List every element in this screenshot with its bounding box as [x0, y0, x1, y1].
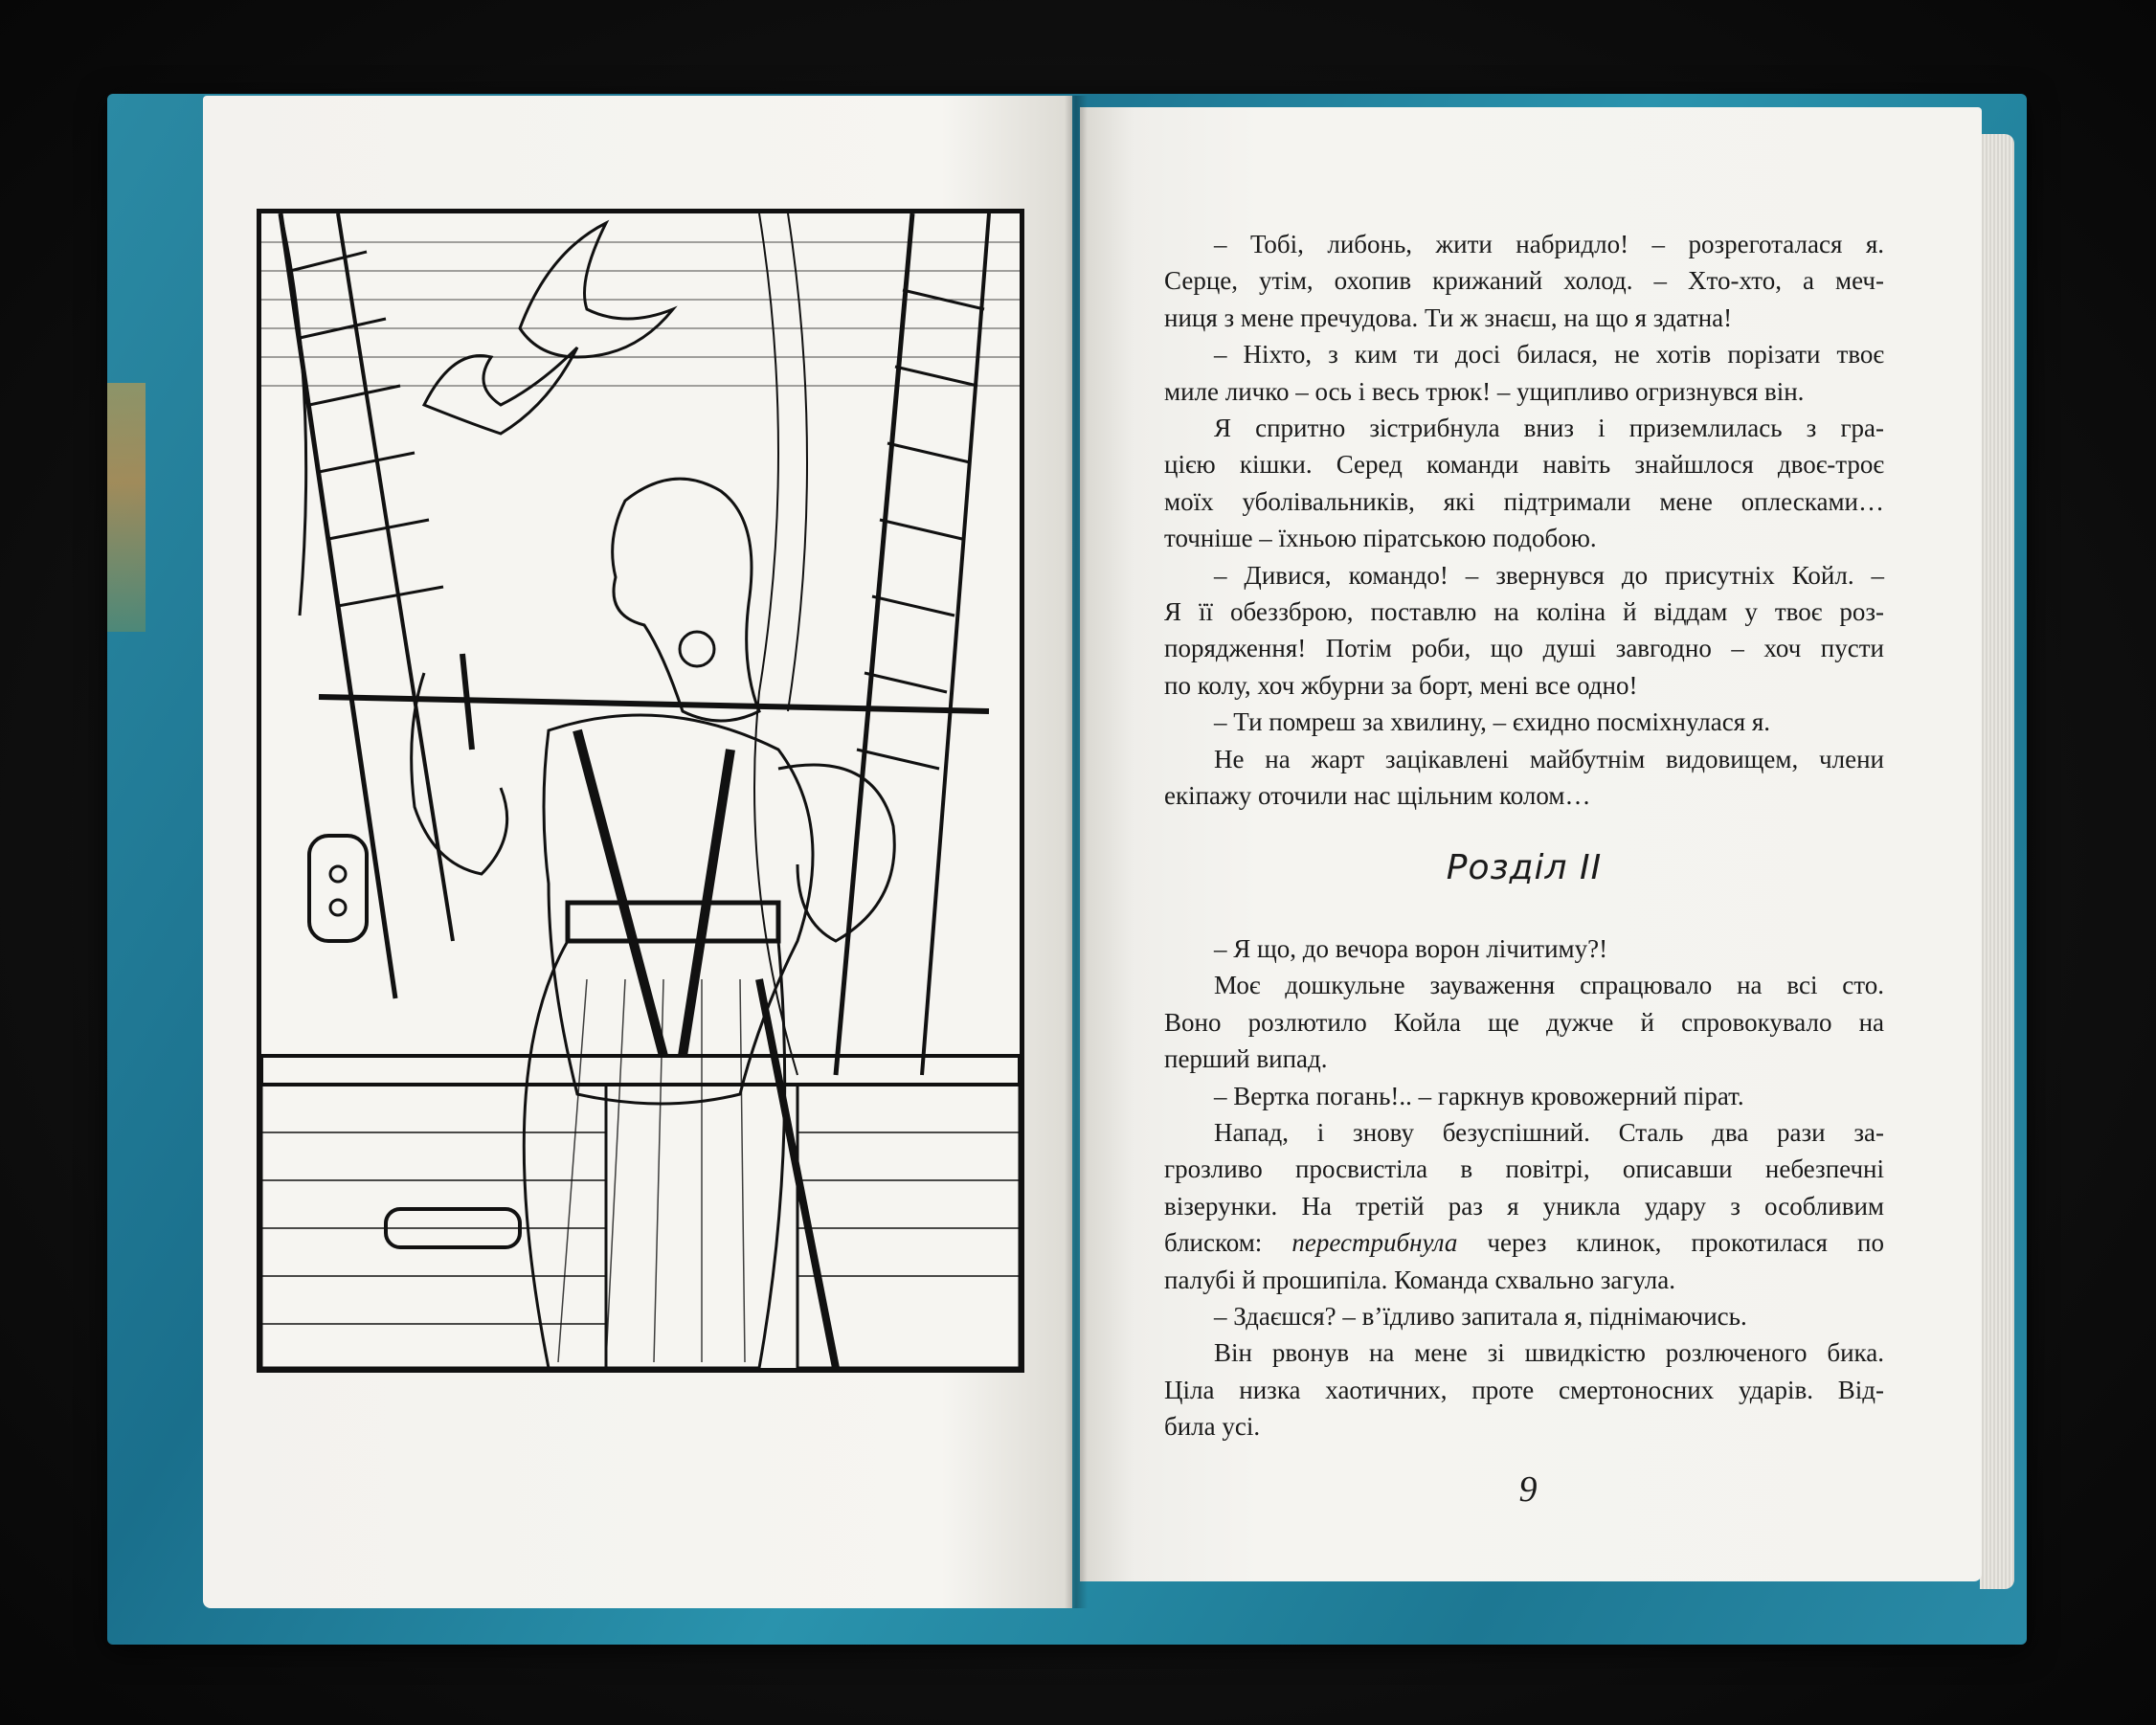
text-line: порядження! Потім роби, що душі завгодно – хоч пусти [1164, 634, 1884, 663]
text-line: по колу, хоч жбурни за борт, мені все одно! [1164, 670, 1638, 700]
chapter-title: Розділ ІІ [1446, 848, 1603, 887]
text-line: ниця з мене пречудова. Ти ж знаєш, на що я здатна! [1164, 302, 1733, 332]
text-line: Воно розлютило Койла ще дужче й спровокувало на [1164, 1007, 1884, 1037]
text-section-1 [1164, 226, 1884, 815]
text-line: била усі. [1164, 1412, 1261, 1442]
text-line: – Ніхто, з ким ти досі билася, не хотів порізати твоє [1214, 340, 1884, 370]
text-line: моїх уболівальників, які підтримали мене оплесками… [1164, 486, 1884, 516]
text-line: Ціла низка хаотичних, проте смертоносних ударів. Від- [1164, 1375, 1884, 1404]
text-line: перший випад. [1164, 1044, 1328, 1074]
text-line: Напад, і знову безуспішний. Сталь два рази за- [1214, 1118, 1884, 1148]
pirate-illustration [257, 209, 1024, 1373]
page-edges [1980, 134, 2014, 1589]
text-line: Я спритно зістрибнула вниз і приземлилась з гра- [1214, 414, 1884, 443]
text-line: – Я що, до вечора ворон лічитиму?! [1214, 934, 1608, 963]
text-line: Я її обеззброю, поставлю на коліна й віддам у твоє роз- [1164, 597, 1884, 627]
text-line: Серце, утім, охопив крижаний холод. – Хто-хто, а меч- [1164, 266, 1884, 296]
text-line: – Тобі, либонь, жити набридло! – розреготалася я. [1214, 230, 1884, 258]
text-line: Моє дошкульне зауваження спрацювало на всі сто. [1214, 971, 1884, 1000]
text-line: візерунки. На третій раз я уникла удару з особливим [1164, 1191, 1884, 1221]
text-line: екіпажу оточили нас щільним колом… [1164, 781, 1591, 811]
text-line: цією кішки. Серед команди навіть знайшлося двоє-троє [1164, 450, 1884, 480]
text-section-2 [1164, 930, 1884, 1445]
text-line: Він рвонув на мене зі швидкістю розлюченого бика. [1214, 1338, 1884, 1368]
text-line: Не на жарт зацікавлені майбутнім видовищем, члени [1214, 744, 1884, 773]
illustration-drawing [261, 213, 1020, 1368]
text-line: – Дивися, командо! – звернувся до присутніх Койл. – [1214, 560, 1884, 590]
cover-art-accent [107, 383, 146, 632]
text-line: – Ти помреш за хвилину, – єхидно посміхнулася я. [1214, 707, 1771, 737]
text-line: грозливо просвистіла в повітрі, описавши небезпечні [1164, 1154, 1884, 1184]
text-line: – Здаєшся? – в’їдливо запитала я, піднімаючись. [1214, 1302, 1747, 1332]
book-gutter [1065, 96, 1088, 1608]
text-line: – Вертка погань!.. – гаркнув кровожерний пірат. [1214, 1081, 1744, 1110]
text-line: блиском: перестрибнула через клинок, прокотилася по [1164, 1228, 1884, 1258]
text-line: точніше – їхньою піратською подобою. [1164, 524, 1597, 553]
text-line: палубі й прошипіла. Команда схвально загула. [1164, 1265, 1676, 1294]
page-number: 9 [1518, 1469, 1538, 1510]
text-line: миле личко – ось і весь трюк! – ущипливо огризнувся він. [1164, 376, 1805, 406]
